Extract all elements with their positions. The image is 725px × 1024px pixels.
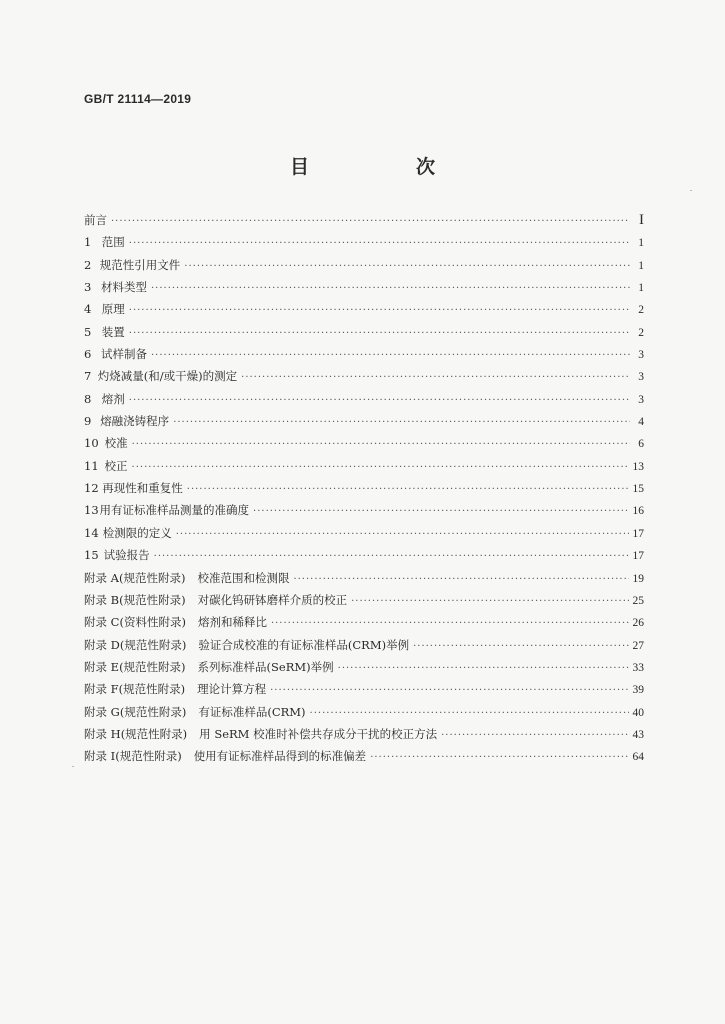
annex-number: 附录 A — [84, 570, 119, 585]
dot-leader — [253, 506, 628, 517]
toc-label: 前言 — [84, 213, 107, 227]
toc-label: 系列标准样品(SeRM)举例 — [197, 659, 334, 674]
toc-page: 1 — [638, 259, 644, 272]
annex-type: (规范性附录) — [119, 659, 186, 674]
toc-page: 40 — [632, 706, 644, 719]
table-of-contents — [84, 212, 644, 771]
toc-label: 校准范围和检测限 — [197, 570, 290, 585]
dot-leader — [151, 350, 630, 361]
toc-row[interactable] — [84, 480, 644, 502]
annex-number: 附录 F — [84, 682, 119, 697]
toc-row[interactable] — [84, 458, 644, 480]
dot-leader — [154, 551, 629, 562]
toc-page: 26 — [632, 617, 644, 630]
toc-row-annex[interactable] — [84, 726, 644, 748]
annex-number: 附录 C — [84, 615, 120, 630]
toc-label: 范围 — [101, 235, 125, 250]
annex-type: (规范性附录) — [115, 749, 182, 764]
dot-leader — [351, 596, 628, 607]
dot-leader — [310, 708, 629, 719]
annex-type: (规范性附录) — [118, 682, 186, 697]
dot-leader — [111, 216, 630, 227]
dot-leader — [176, 529, 629, 540]
toc-page: 2 — [638, 304, 644, 317]
toc-row-annex[interactable] — [84, 614, 644, 636]
toc-row-annex[interactable] — [84, 570, 644, 592]
annex-type: (规范性附录) — [119, 637, 187, 652]
toc-number: 12 — [84, 481, 99, 496]
annex-number: 附录 H — [84, 726, 121, 741]
toc-page: 3 — [638, 371, 644, 384]
toc-page: 3 — [638, 393, 644, 406]
dot-leader — [338, 663, 629, 674]
toc-row[interactable] — [84, 324, 644, 346]
dot-leader — [173, 417, 630, 428]
toc-page: 2 — [638, 326, 644, 339]
toc-label: 校正 — [104, 458, 128, 473]
toc-page: 17 — [632, 527, 644, 540]
toc-page: 17 — [632, 550, 644, 563]
toc-page: 16 — [632, 505, 644, 518]
toc-label: 使用有证标准样品得到的标准偏差 — [193, 749, 367, 764]
toc-row[interactable] — [84, 257, 644, 279]
toc-row-annex[interactable] — [84, 592, 644, 614]
toc-label: 试样制备 — [100, 347, 147, 362]
annex-number: 附录 I — [84, 749, 116, 764]
scan-speck — [690, 190, 692, 191]
toc-row[interactable] — [84, 391, 644, 413]
page-title: 目 次 — [289, 156, 479, 178]
toc-row[interactable] — [84, 547, 644, 569]
annex-type: (规范性附录) — [119, 592, 186, 607]
dot-leader — [271, 618, 629, 629]
toc-number: 1 — [84, 235, 92, 250]
toc-page: 13 — [632, 460, 644, 473]
scan-speck — [72, 766, 74, 767]
toc-number: 8 — [84, 391, 92, 406]
toc-label: 试验报告 — [103, 548, 150, 563]
toc-page: 3 — [638, 349, 644, 362]
dot-leader — [270, 685, 628, 696]
toc-page: 1 — [638, 237, 644, 250]
dot-leader — [184, 261, 630, 272]
toc-row[interactable] — [84, 413, 644, 435]
toc-label: 原理 — [101, 302, 125, 317]
dot-leader — [129, 328, 630, 339]
annex-number: 附录 G — [84, 704, 120, 719]
dot-leader — [151, 283, 630, 294]
toc-page: 25 — [632, 594, 644, 607]
toc-label: 验证合成校准的有证标准样品(CRM)举例 — [198, 637, 410, 652]
annex-number: 附录 E — [84, 659, 120, 674]
dot-leader — [187, 484, 629, 495]
toc-row[interactable] — [84, 435, 644, 457]
toc-label: 熔融浇铸程序 — [100, 414, 170, 429]
toc-number: 2 — [84, 257, 92, 272]
toc-label: 材料类型 — [100, 280, 147, 295]
toc-page: 64 — [632, 751, 644, 764]
toc-row[interactable] — [84, 502, 644, 524]
toc-row[interactable] — [84, 525, 644, 547]
standard-code: GB/T 21114—2019 — [84, 92, 192, 106]
toc-label: 灼烧减量(和/或干燥)的测定 — [97, 369, 238, 384]
toc-row[interactable] — [84, 301, 644, 323]
dot-leader — [132, 439, 630, 450]
dot-leader — [129, 238, 630, 249]
toc-label: 用有证标准样品测量的准确度 — [99, 503, 250, 518]
annex-type: (资料性附录) — [119, 615, 186, 630]
toc-number: 4 — [84, 302, 92, 317]
toc-label: 装置 — [101, 324, 125, 339]
toc-row-annex[interactable] — [84, 748, 644, 770]
toc-row[interactable] — [84, 279, 644, 301]
annex-type: (规范性附录) — [118, 570, 186, 585]
toc-label: 校准 — [104, 436, 128, 451]
toc-label: 有证标准样品(CRM) — [198, 704, 306, 719]
dot-leader — [413, 641, 628, 652]
toc-label: 规范性引用文件 — [99, 257, 181, 272]
toc-number: 10 — [84, 436, 99, 451]
dot-leader — [241, 372, 630, 383]
toc-label: 检测限的定义 — [102, 525, 172, 540]
toc-page: I — [639, 212, 644, 228]
toc-page: 6 — [638, 438, 644, 451]
toc-page: 27 — [632, 639, 644, 652]
annex-type: (规范性附录) — [119, 704, 187, 719]
toc-page: 4 — [638, 416, 644, 429]
toc-row[interactable] — [84, 234, 644, 256]
annex-number: 附录 D — [84, 637, 120, 652]
toc-label: 熔剂和稀释比 — [197, 615, 267, 630]
toc-page: 19 — [632, 572, 644, 585]
dot-leader — [441, 730, 628, 741]
toc-label: 理论计算方程 — [197, 682, 267, 697]
annex-number: 附录 B — [84, 592, 120, 607]
dot-leader — [132, 462, 629, 473]
toc-row-annex[interactable] — [84, 659, 644, 681]
toc-label: 再现性和重复性 — [102, 481, 183, 496]
toc-number: 6 — [84, 347, 92, 362]
dot-leader — [129, 305, 630, 316]
toc-number: 3 — [84, 280, 92, 295]
toc-label: 熔剂 — [101, 391, 125, 406]
toc-number: 7 — [84, 369, 92, 384]
toc-row[interactable] — [84, 346, 644, 368]
toc-number: 14 — [84, 525, 99, 540]
toc-row-annex[interactable] — [84, 637, 644, 659]
toc-number: 13 — [84, 503, 99, 518]
toc-row[interactable] — [84, 368, 644, 390]
toc-row-preface[interactable] — [84, 212, 644, 234]
toc-number: 9 — [84, 414, 92, 429]
toc-number: 5 — [84, 324, 92, 339]
toc-page: 15 — [632, 483, 644, 496]
dot-leader — [293, 574, 628, 585]
annex-type: (规范性附录) — [120, 726, 188, 741]
toc-label: 用 SeRM 校准时补偿共存成分干扰的校正方法 — [199, 726, 438, 741]
toc-page: 1 — [638, 282, 644, 295]
toc-row-annex[interactable] — [84, 681, 644, 703]
dot-leader — [370, 752, 628, 763]
toc-number: 11 — [84, 458, 99, 473]
toc-number: 15 — [84, 548, 99, 563]
toc-page: 43 — [632, 728, 644, 741]
toc-page: 39 — [632, 684, 644, 697]
dot-leader — [129, 395, 630, 406]
toc-page: 33 — [632, 661, 644, 674]
toc-row-annex[interactable] — [84, 704, 644, 726]
toc-label: 对碳化钨研钵磨样介质的校正 — [197, 592, 348, 607]
